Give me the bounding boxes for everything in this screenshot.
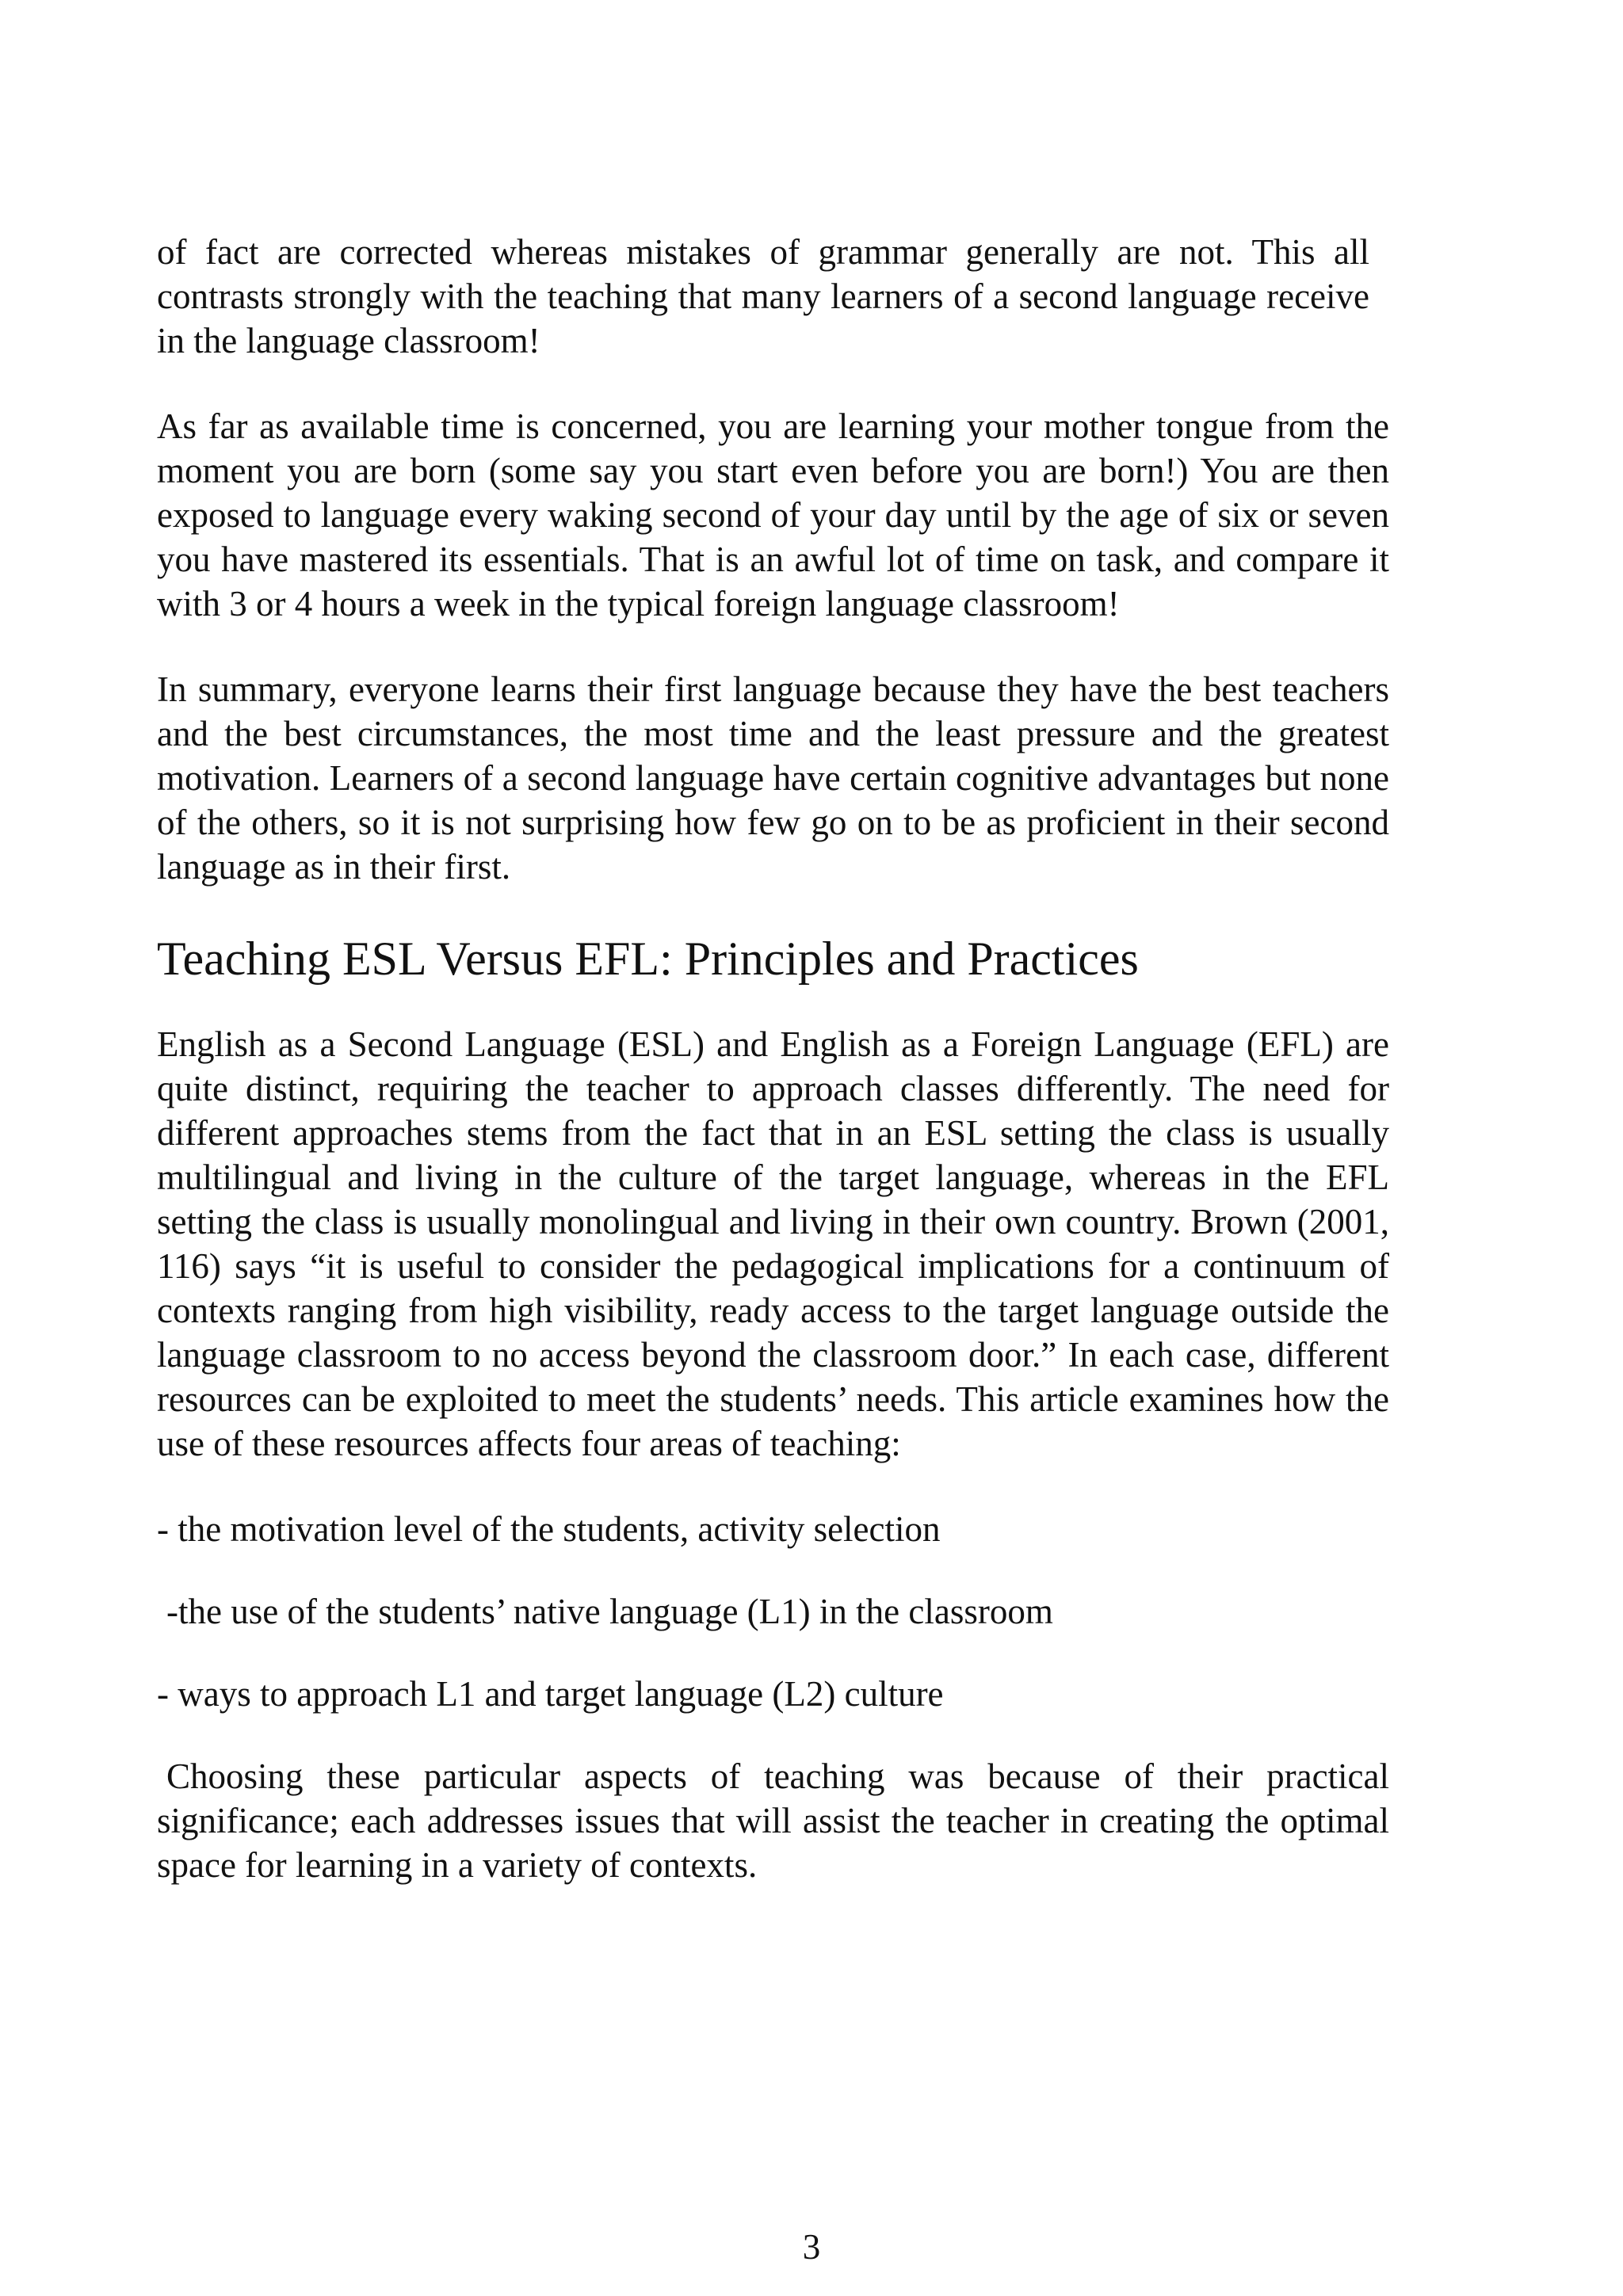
paragraph-summary: In summary, everyone learns their first language because they have the best teachers and the best circumstances, the most time and the least pressure and the greatest motivation. Learners of a second language have certain cognitive advantages but none of the others, so it is not surprising how few go on to be as proficient in their second language as in their first. <box>157 669 1389 887</box>
section-heading: Teaching ESL Versus EFL: Principles and Practices <box>157 933 1139 985</box>
page-body <box>157 230 1389 1928</box>
list-item-native-language: -the use of the students’ native language (L1) in the classroom <box>166 1592 1053 1631</box>
list-item-motivation: - the motivation level of the students, activity selection <box>157 1509 941 1549</box>
paragraph-esl-efl-intro: English as a Second Language (ESL) and English as a Foreign Language (EFL) are quite distinct, requiring the teacher to approach classes differently. The need for different approaches stems from the fact that in an ESL setting the class is usually multilingual and living in the culture of the target language, whereas in the EFL setting the class is usually monolingual and living in their own country. Brown (2001, 116) says “it is useful to consider the pedagogical implications for a continuum of contexts ranging from high visibility, ready access to the target language outside the language classroom to no access beyond the classroom door.” In each case, different resources can be exploited to meet the students’ needs. This article examines how the use of these resources affects four areas of teaching: <box>157 1024 1389 1463</box>
page-number: 3 <box>802 2227 821 2267</box>
paragraph-closing: Choosing these particular aspects of teaching was because of their practical significance; each addresses issues that will assist the teacher in creating the optimal space for learning in a variety of contexts. <box>157 1756 1389 1885</box>
paragraph-available-time: As far as available time is concerned, you are learning your mother tongue from the moment you are born (some say you start even before you are born!) You are then exposed to language every waking second of your day until by the age of six or seven you have mastered its essentials. That is an awful lot of time on task, and compare it with 3 or 4 hours a week in the typical foreign language classroom! <box>157 406 1389 624</box>
list-item-culture: - ways to approach L1 and target language (L2) culture <box>157 1674 944 1714</box>
paragraph-grammar-correction: of fact are corrected whereas mistakes of grammar generally are not. This all contrasts strongly with the teaching that many learners of a second language receive in the language classroom! <box>157 232 1369 360</box>
